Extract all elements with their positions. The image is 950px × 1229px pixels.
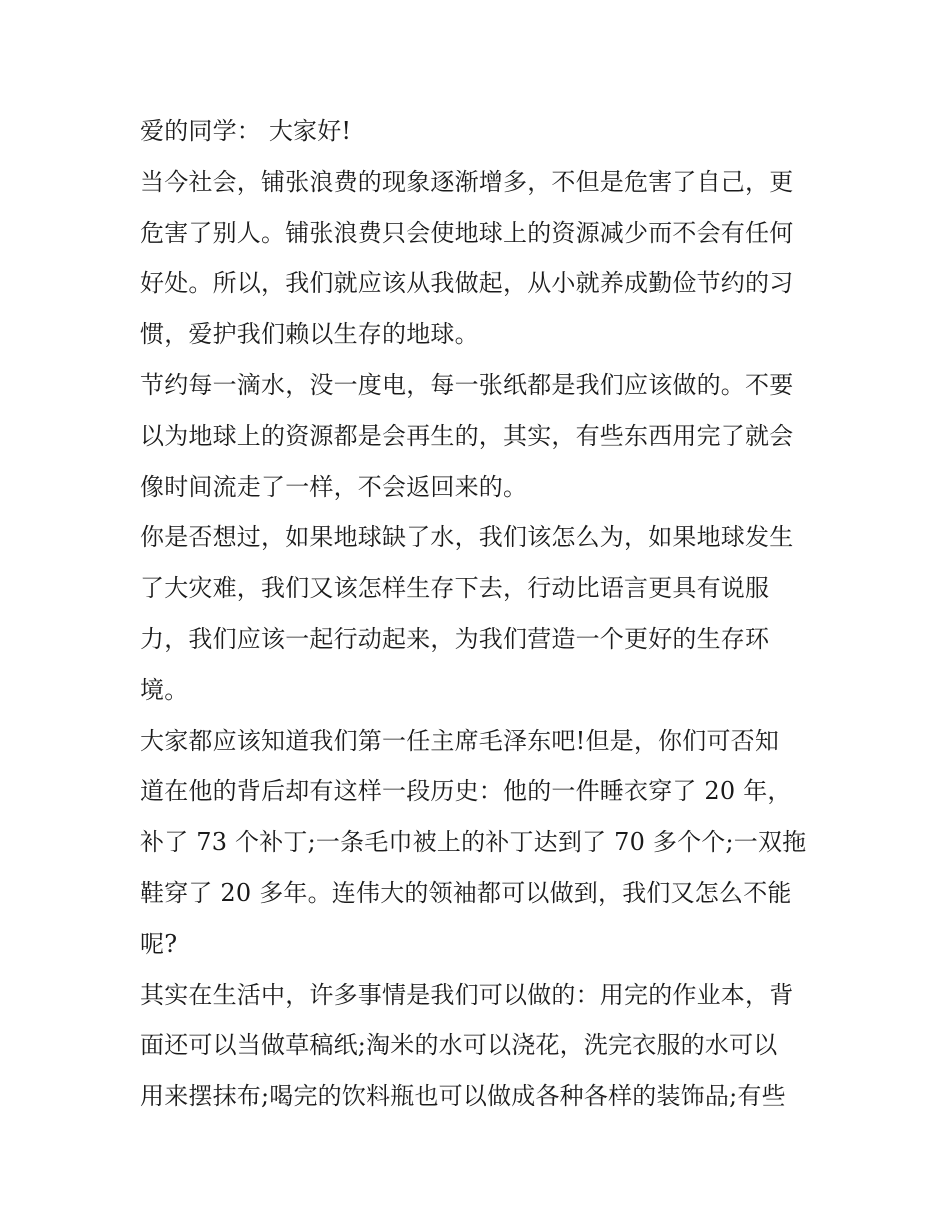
paragraph-imagine (140, 512, 820, 715)
text-line: 鞋穿了 20 多年。连伟大的领袖都可以做到，我们又怎么不能 (140, 878, 792, 907)
paragraph-waste (140, 157, 820, 360)
text-line: 好处。所以，我们就应该从我做起，从小就养成勤俭节约的习 (140, 269, 794, 298)
paragraph-daily-life (140, 970, 820, 1122)
text-line: 你是否想过，如果地球缺了水，我们该怎么为，如果地球发生 (140, 523, 794, 552)
text-line: 道在他的背后却有这样一段历史：他的一件睡衣穿了 20 年， (140, 777, 792, 806)
text-line: 呢? (140, 929, 178, 958)
text-line: 当今社会，铺张浪费的现象逐渐增多，不但是危害了自己，更 (140, 167, 794, 196)
text-line: 以为地球上的资源都是会再生的，其实，有些东西用完了就会 (140, 421, 794, 450)
text-line: 大家都应该知道我们第一任主席毛泽东吧!但是，你们可否知 (140, 726, 780, 755)
text-line: 爱的同学： 大家好! (140, 117, 352, 145)
text-line: 像时间流走了一样，不会返回来的。 (140, 472, 528, 501)
text-line: 其实在生活中，许多事情是我们可以做的：用完的作业本，背 (140, 980, 794, 1009)
document-body (140, 106, 820, 1122)
paragraph-greeting (140, 106, 820, 157)
paragraph-history (140, 716, 820, 970)
text-line: 了大灾难，我们又该怎样生存下去，行动比语言更具有说服 (140, 574, 770, 603)
text-line: 用来摆抹布;喝完的饮料瓶也可以做成各种各样的装饰品;有些 (140, 1082, 786, 1111)
text-line: 节约每一滴水，没一度电，每一张纸都是我们应该做的。不要 (140, 370, 794, 399)
text-line: 补了 73 个补丁;一条毛巾被上的补丁达到了 70 多个个;一双拖 (140, 828, 807, 857)
text-line: 境。 (140, 675, 189, 704)
text-line: 危害了别人。铺张浪费只会使地球上的资源减少而不会有任何 (140, 218, 794, 247)
text-line: 惯，爱护我们赖以生存的地球。 (140, 320, 479, 349)
text-line: 面还可以当做草稿纸;淘米的水可以浇花，洗完衣服的水可以 (140, 1031, 778, 1060)
text-line: 力，我们应该一起行动起来，为我们营造一个更好的生存环 (140, 624, 770, 653)
paragraph-saving (140, 360, 820, 512)
